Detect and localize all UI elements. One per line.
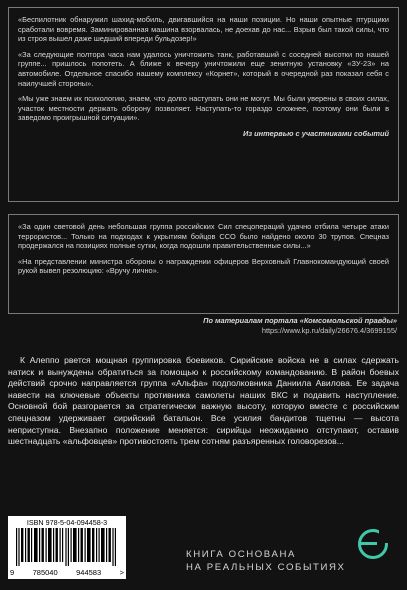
quote-1: «Беспилотник обнаружил шахид-мобиль, двигавшийся на наши позиции. Но наши опытные птурщики сработали вовремя. Заминированная машина взорвалась, не доехав до нас... Взрыв был такой силы, что из строя вышел даже шедший впереди бульдозер!» — [18, 15, 389, 44]
eksmo-logo-icon — [358, 529, 388, 559]
barcode-digit-0: 9 — [10, 568, 15, 577]
isbn-text: ISBN 978-5-04-094458-3 — [26, 518, 108, 527]
barcode-digit-1: 785040 — [32, 568, 58, 577]
barcode-block — [8, 516, 126, 579]
quotes-frame-2 — [8, 214, 399, 314]
quotes-frame-1 — [8, 7, 399, 202]
tagline-line-2: НА РЕАЛЬНЫХ СОБЫТИЯХ — [186, 562, 346, 573]
barcode-digit-3: > — [119, 568, 124, 577]
source-label: По материалам портала «Комсомольской правды» — [203, 316, 397, 325]
tagline-line-1: КНИГА ОСНОВАНА — [186, 549, 297, 560]
quote-3: «Мы уже знаем их психологию, знаем, что долго наступать они не могут. Мы были уверены в своих силах, участок местности держать оборону позволяет. Наступать-то гораздо сложнее, поэтому они были в заведомо проигрышной ситуации». — [18, 94, 389, 123]
tagline — [186, 548, 346, 574]
barcode-digit-2: 944583 — [76, 568, 102, 577]
barcode-digits — [10, 568, 124, 577]
source-citation — [203, 316, 397, 336]
source-url: https://www.kp.ru/daily/26676.4/3699155/ — [261, 326, 397, 335]
book-description: К Алеппо рвется мощная группировка боевиков. Сирийские войска не в силах сдержать натиск и вынуждены обратиться за помощью к российскому командованию. В район боевых действий срочно направляется группа «Альфа» подполковника Даниила Авилова. Ее задача навести на ключевые объекты противника самолеты наших ВКС и подавить наступление. Основной бой разгорается за стратегически важную высоту, которую вместе с российским спецназом удерживает сирийский батальон. Все усилия бандитов тщетны — высота неприступна. Внезапно положение меняется: сирийцы неожиданно отступают, оставив шестнадцать «альфовцев» противостоять трем сотням разъяренных головорезов... — [8, 355, 399, 447]
quote-4: «За один световой день небольшая группа российских Сил спецопераций удачно отбила четыре атаки террористов... Только на подходах к укрытиям бойцов ССО было найдено около 30 трупов. Спецназ продержался на позициях полные сутки, когда подошли правительственные силы...» — [18, 222, 389, 251]
quotes-attribution: Из интервью с участниками событий — [243, 128, 389, 138]
quote-5: «На представлении министра обороны о награждении офицеров Верховный Главнокомандующий своей рукой вывел резолюцию: «Вручу лично». — [18, 256, 389, 276]
barcode-icon — [16, 528, 118, 566]
quote-2: «За следующие полтора часа нам удалось уничтожить танк, работавший с соседней высотки по нашей группе... пришлось попотеть. А ближе к вечеру уничтожили еще зенитную установку «ЗУ-23» на автомобиле. Отдельное спасибо нашему комплексу «Корнет», который в очередной раз показал себя с наилучшей стороны». — [18, 49, 389, 88]
